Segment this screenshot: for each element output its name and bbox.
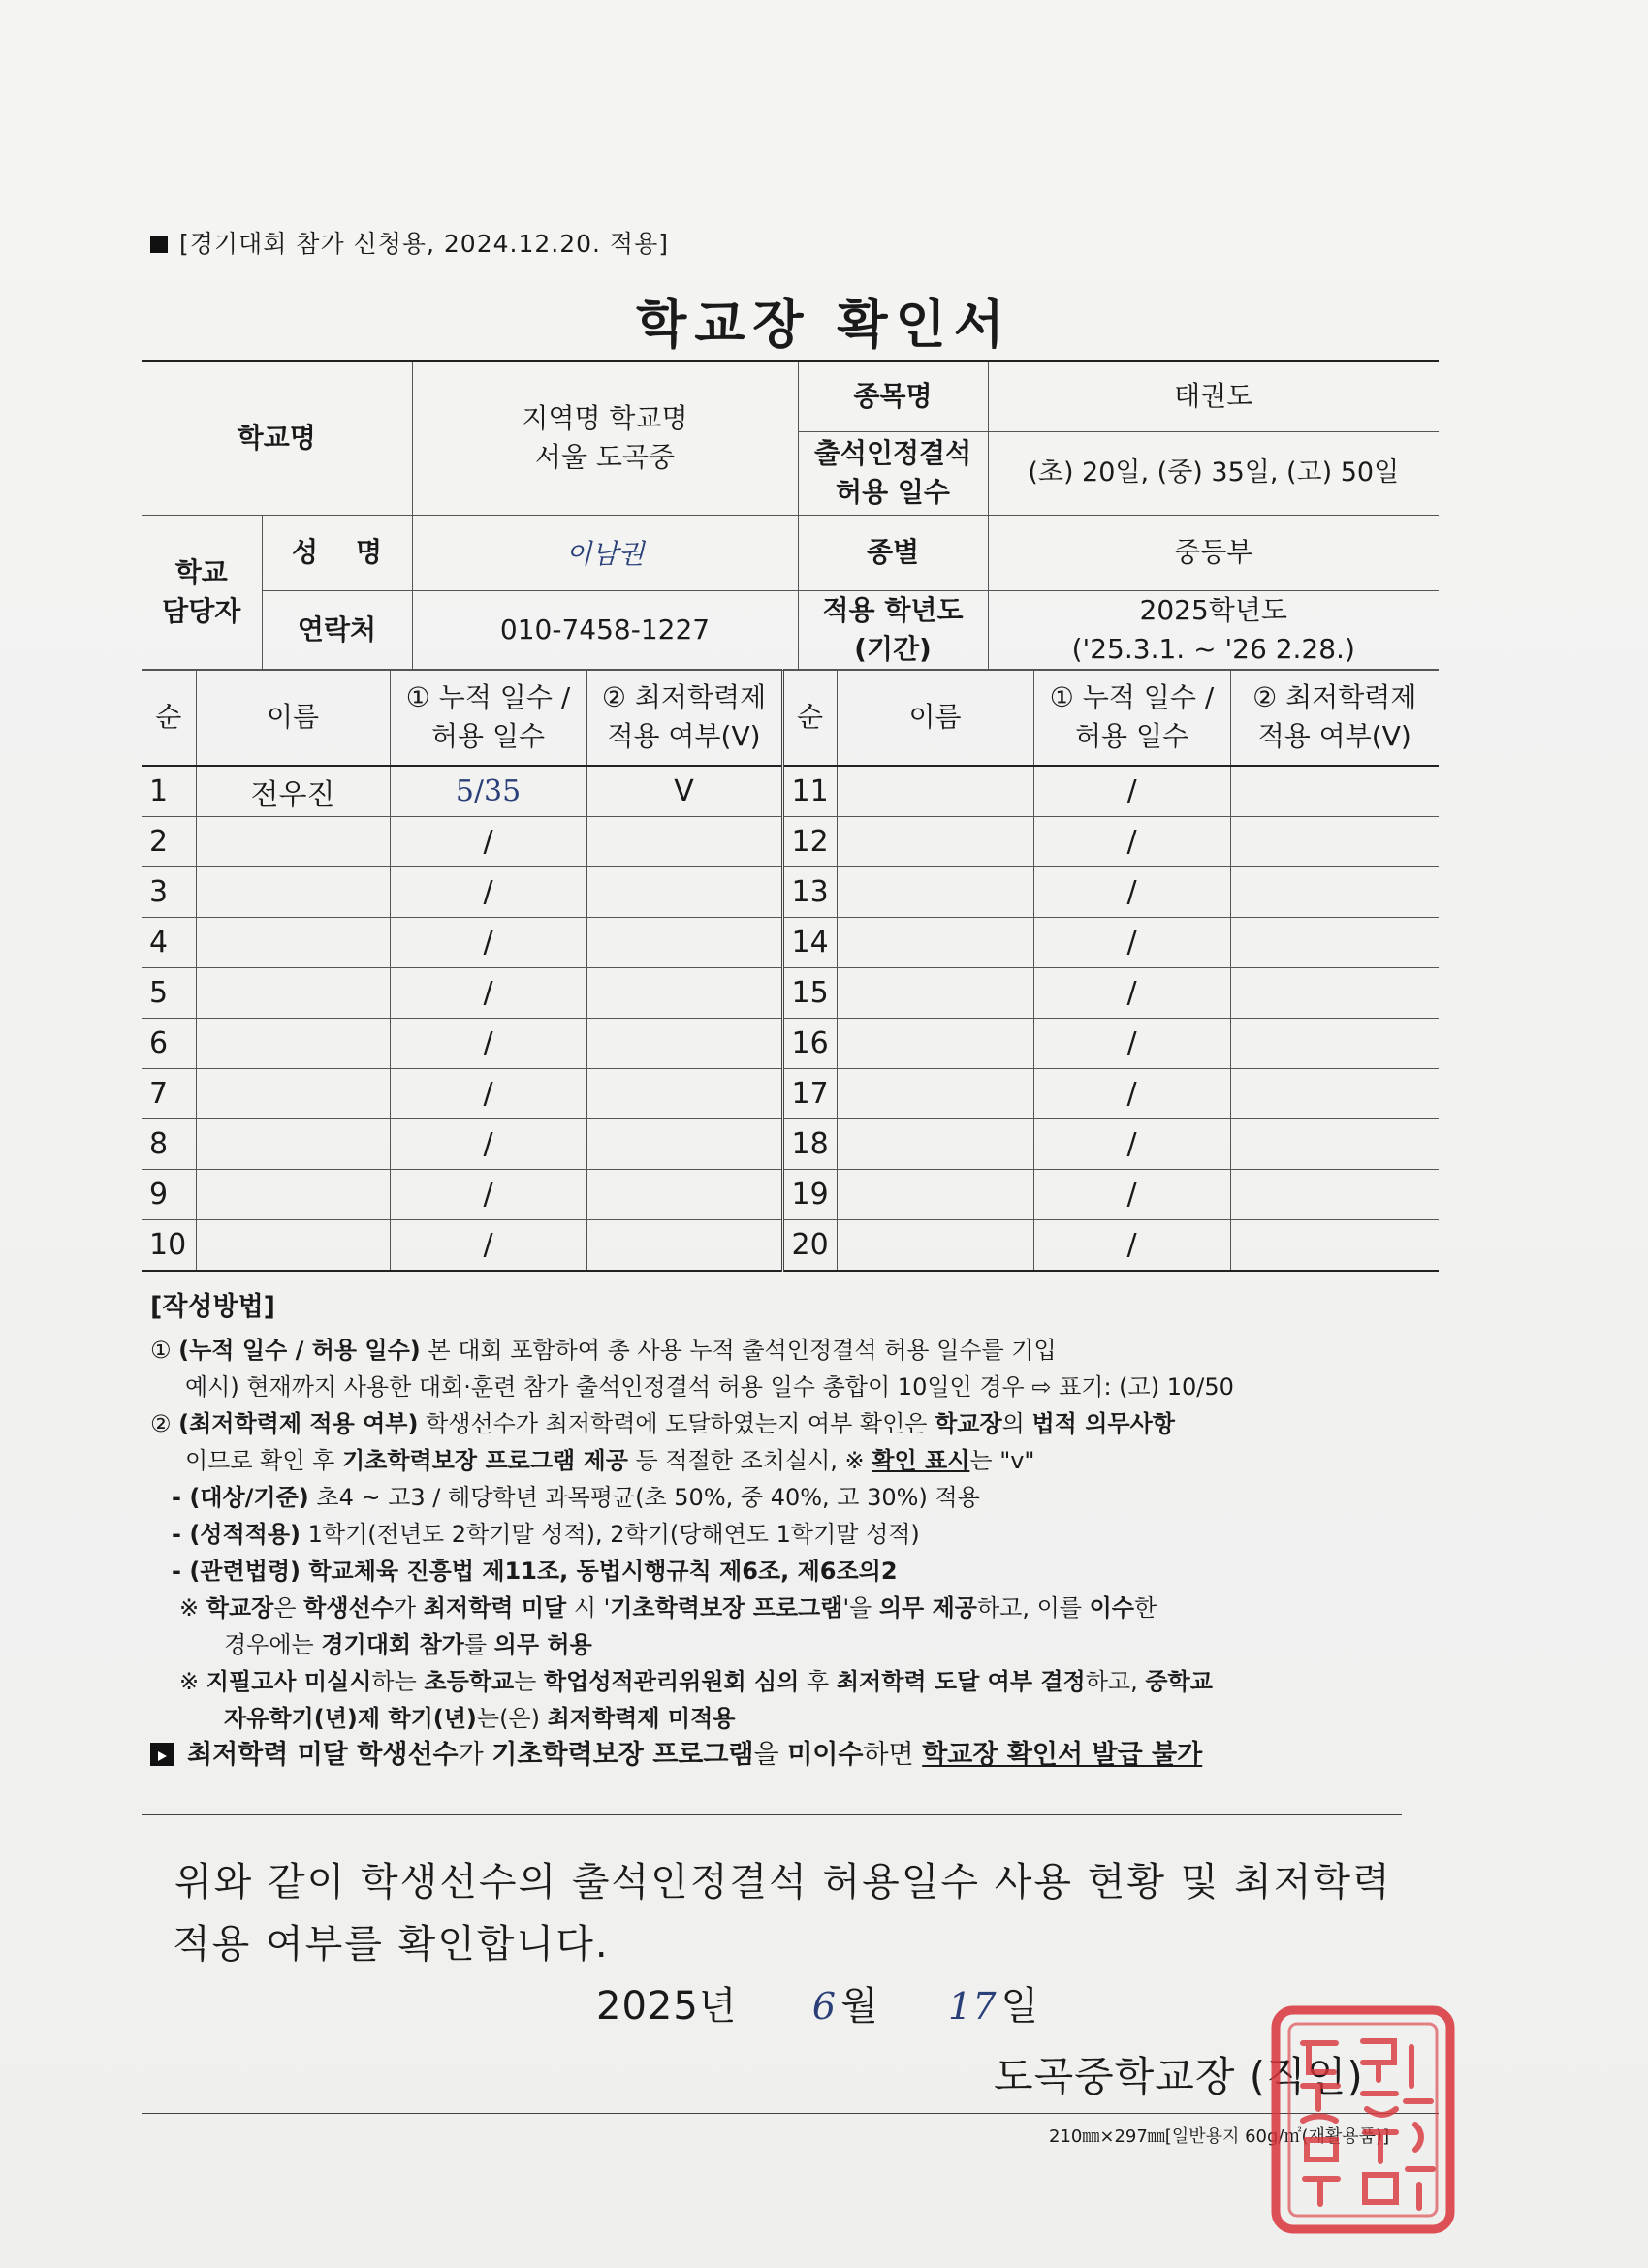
name-cell xyxy=(196,1170,390,1220)
instructions xyxy=(150,1289,1449,1774)
no-cell: 7 xyxy=(142,1069,196,1119)
name-cell xyxy=(196,867,390,918)
col-days-right: ① 누적 일수 / 허용 일수 xyxy=(1033,670,1230,767)
days-cell: / xyxy=(390,1119,586,1170)
school-name-label: 학교명 xyxy=(142,361,412,515)
meta-line: [경기대회 참가 신청용, 2024.12.20. 적용] xyxy=(150,225,669,260)
name-cell-right xyxy=(837,867,1033,918)
instruction-2-line2: 이므로 확인 후 기초학력보장 프로그램 제공 등 적절한 조치실시, ※ 확인 표시는 "v" xyxy=(185,1447,1035,1474)
instruction-1: ① (누적 일수 / 허용 일수) 본 대회 포함하여 총 사용 누적 출석인정결석 허용 일수를 기입 xyxy=(150,1337,1057,1364)
min-level-check-cell-right xyxy=(1230,968,1439,1019)
table-row xyxy=(142,1119,1439,1170)
list-header-row xyxy=(142,670,1439,767)
min-level-check-cell-right xyxy=(1230,1220,1439,1272)
days-cell-right: / xyxy=(1033,1019,1230,1069)
note-1: ※ 학교장은 학생선수가 최저학력 미달 시 '기초학력보장 프로그램'을 의무 제공하고, 이를 이수한 xyxy=(179,1594,1157,1622)
days-cell-right: / xyxy=(1033,1170,1230,1220)
no-cell-right: 18 xyxy=(782,1119,837,1170)
table-row xyxy=(142,1019,1439,1069)
sub-laws: - (관련법령) 학교체육 진흥법 제11조, 동법시행규칙 제6조, 제6조의2 xyxy=(172,1558,898,1585)
no-cell-right: 20 xyxy=(782,1220,837,1272)
min-level-check-cell xyxy=(586,1019,782,1069)
col-days: ① 누적 일수 / 허용 일수 xyxy=(390,670,586,767)
instructions-heading: [작성방법] xyxy=(150,1292,276,1322)
min-level-check-cell-right xyxy=(1230,1019,1439,1069)
sub-grades: - (성적적용) 1학기(전년도 2학기말 성적), 2학기(당해연도 1학기말 성적) xyxy=(172,1521,920,1548)
min-level-check-cell-right xyxy=(1230,1069,1439,1119)
min-level-check-cell xyxy=(586,1220,782,1272)
month-handwritten: 6 xyxy=(811,1985,838,2028)
phone-value: 010-7458-1227 xyxy=(412,590,798,670)
days-cell: / xyxy=(390,867,586,918)
name-cell-right xyxy=(837,1069,1033,1119)
school-name-value: 지역명 학교명 서울 도곡중 xyxy=(412,361,798,515)
table-row xyxy=(142,1069,1439,1119)
no-cell-right: 19 xyxy=(782,1170,837,1220)
name-cell: 전우진 xyxy=(196,766,390,817)
no-cell-right: 17 xyxy=(782,1069,837,1119)
no-cell-right: 12 xyxy=(782,817,837,867)
table-row xyxy=(142,968,1439,1019)
min-level-check-cell xyxy=(586,1119,782,1170)
black-square-icon xyxy=(150,236,168,253)
min-level-check-cell xyxy=(586,817,782,867)
days-cell-right: / xyxy=(1033,1119,1230,1170)
page-title: 학교장 확인서 xyxy=(636,294,1012,355)
days-cell: / xyxy=(390,1170,586,1220)
table-row xyxy=(142,1220,1439,1272)
principal-signature: 도곡중학교장 (직인) xyxy=(994,2053,1364,2100)
division-label: 종별 xyxy=(798,515,988,590)
no-cell: 1 xyxy=(142,766,196,817)
no-cell-right: 13 xyxy=(782,867,837,918)
final-note: 최저학력 미달 학생선수가 기초학력보장 프로그램을 미이수하면 학교장 확인서 발급 불가 xyxy=(150,1737,1449,1774)
note-2-line2: 자유학기(년)제 학기(년)는(은) 최저학력제 미적용 xyxy=(224,1705,736,1732)
days-cell-right: / xyxy=(1033,867,1230,918)
sport-label: 종목명 xyxy=(798,361,988,431)
min-level-check-cell: V xyxy=(586,766,782,817)
name-cell xyxy=(196,1069,390,1119)
instruction-1-example: 예시) 현재까지 사용한 대회·훈련 참가 출석인정결석 허용 일수 총합이 10일인 경우 ⇨ 표기: (고) 10/50 xyxy=(185,1373,1234,1401)
no-cell: 3 xyxy=(142,867,196,918)
allowed-days-value: (초) 20일, (중) 35일, (고) 50일 xyxy=(988,431,1439,515)
days-cell-right: / xyxy=(1033,1069,1230,1119)
col-name: 이름 xyxy=(196,670,390,767)
days-cell: / xyxy=(390,918,586,968)
min-level-check-cell xyxy=(586,918,782,968)
name-cell-right xyxy=(837,968,1033,1019)
col-no: 순 xyxy=(142,670,196,767)
allowed-days-label: 출석인정결석 허용 일수 xyxy=(798,431,988,515)
division-value: 중등부 xyxy=(988,515,1439,590)
min-level-check-cell-right xyxy=(1230,766,1439,817)
col-no-right: 순 xyxy=(782,670,837,767)
min-level-check-cell-right xyxy=(1230,867,1439,918)
name-cell-right xyxy=(837,918,1033,968)
days-cell: / xyxy=(390,968,586,1019)
table-row xyxy=(142,1170,1439,1220)
no-cell: 6 xyxy=(142,1019,196,1069)
name-cell-right xyxy=(837,817,1033,867)
days-cell-right: / xyxy=(1033,766,1230,817)
days-cell: 5/35 xyxy=(390,766,586,817)
no-cell: 2 xyxy=(142,817,196,867)
min-level-check-cell xyxy=(586,867,782,918)
official-seal-icon xyxy=(1270,2004,1456,2235)
instruction-2: ② (최저학력제 적용 여부) 학생선수가 최저학력에 도달하였는지 여부 확인은 학교장의 법적 의무사항 xyxy=(150,1410,1175,1437)
name-cell xyxy=(196,918,390,968)
name-cell xyxy=(196,817,390,867)
min-level-check-cell-right xyxy=(1230,1119,1439,1170)
no-cell-right: 14 xyxy=(782,918,837,968)
year-value: 2025학년도 ('25.3.1. ~ '26 2.28.) xyxy=(988,590,1439,670)
name-cell xyxy=(196,1019,390,1069)
min-level-check-cell xyxy=(586,1170,782,1220)
no-cell: 4 xyxy=(142,918,196,968)
no-cell-right: 15 xyxy=(782,968,837,1019)
name-cell-right xyxy=(837,1119,1033,1170)
confirmation-text: 위와 같이 학생선수의 출석인정결석 허용일수 사용 현황 및 최저학력 적용 여부를 확인합니다. xyxy=(173,1860,1392,1967)
year-label: 적용 학년도 (기간) xyxy=(798,590,988,670)
days-cell: / xyxy=(390,1019,586,1069)
name-cell-right xyxy=(837,1220,1033,1272)
note-2: ※ 지필고사 미실시하는 초등학교는 학업성적관리위원회 심의 후 최저학력 도달 여부 결정하고, 중학교 xyxy=(179,1668,1213,1695)
name-cell xyxy=(196,1119,390,1170)
sport-value: 태권도 xyxy=(988,361,1439,431)
min-level-check-cell xyxy=(586,968,782,1019)
min-level-check-cell-right xyxy=(1230,918,1439,968)
confirmation-date: 2025년 6 월 17 일 xyxy=(596,1984,1040,2029)
days-cell-right: / xyxy=(1033,1220,1230,1272)
no-cell: 9 xyxy=(142,1170,196,1220)
day-handwritten: 17 xyxy=(948,1985,998,2028)
name-cell-right xyxy=(837,766,1033,817)
days-cell: / xyxy=(390,1069,586,1119)
phone-label: 연락처 xyxy=(262,590,412,670)
name-value: 이남권 xyxy=(412,515,798,590)
table-row xyxy=(142,766,1439,817)
min-level-check-cell xyxy=(586,1069,782,1119)
table-row xyxy=(142,918,1439,968)
student-list-table xyxy=(142,669,1439,1272)
days-cell-right: / xyxy=(1033,817,1230,867)
name-cell-right xyxy=(837,1019,1033,1069)
col-name-right: 이름 xyxy=(837,670,1033,767)
school-info-table xyxy=(142,360,1439,671)
no-cell: 10 xyxy=(142,1220,196,1272)
min-level-check-cell-right xyxy=(1230,1170,1439,1220)
note-1-line2: 경우에는 경기대회 참가를 의무 허용 xyxy=(224,1631,592,1658)
divider xyxy=(142,1814,1402,1815)
days-cell: / xyxy=(390,1220,586,1272)
name-cell-right xyxy=(837,1170,1033,1220)
contact-person-label: 학교 담당자 xyxy=(142,515,262,670)
days-cell-right: / xyxy=(1033,968,1230,1019)
min-level-check-cell-right xyxy=(1230,817,1439,867)
bottom-rule xyxy=(142,2113,1439,2114)
days-cell: / xyxy=(390,817,586,867)
name-label: 성 명 xyxy=(262,515,412,590)
name-cell xyxy=(196,1220,390,1272)
no-cell-right: 16 xyxy=(782,1019,837,1069)
no-cell-right: 11 xyxy=(782,766,837,817)
no-cell: 8 xyxy=(142,1119,196,1170)
paper-info: 210㎜×297㎜[일반용지 60g/㎡(재활용품)] xyxy=(1049,2126,1390,2147)
boxed-arrow-icon xyxy=(150,1743,174,1766)
col-min-level: ② 최저학력제 적용 여부(V) xyxy=(586,670,782,767)
days-cell-right: / xyxy=(1033,918,1230,968)
col-min-level-right: ② 최저학력제 적용 여부(V) xyxy=(1230,670,1439,767)
no-cell: 5 xyxy=(142,968,196,1019)
sub-target: - (대상/기준) 초4 ~ 고3 / 해당학년 과목평균(초 50%, 중 40%, 고 30%) 적용 xyxy=(172,1484,980,1511)
table-row xyxy=(142,817,1439,867)
table-row xyxy=(142,867,1439,918)
name-cell xyxy=(196,968,390,1019)
